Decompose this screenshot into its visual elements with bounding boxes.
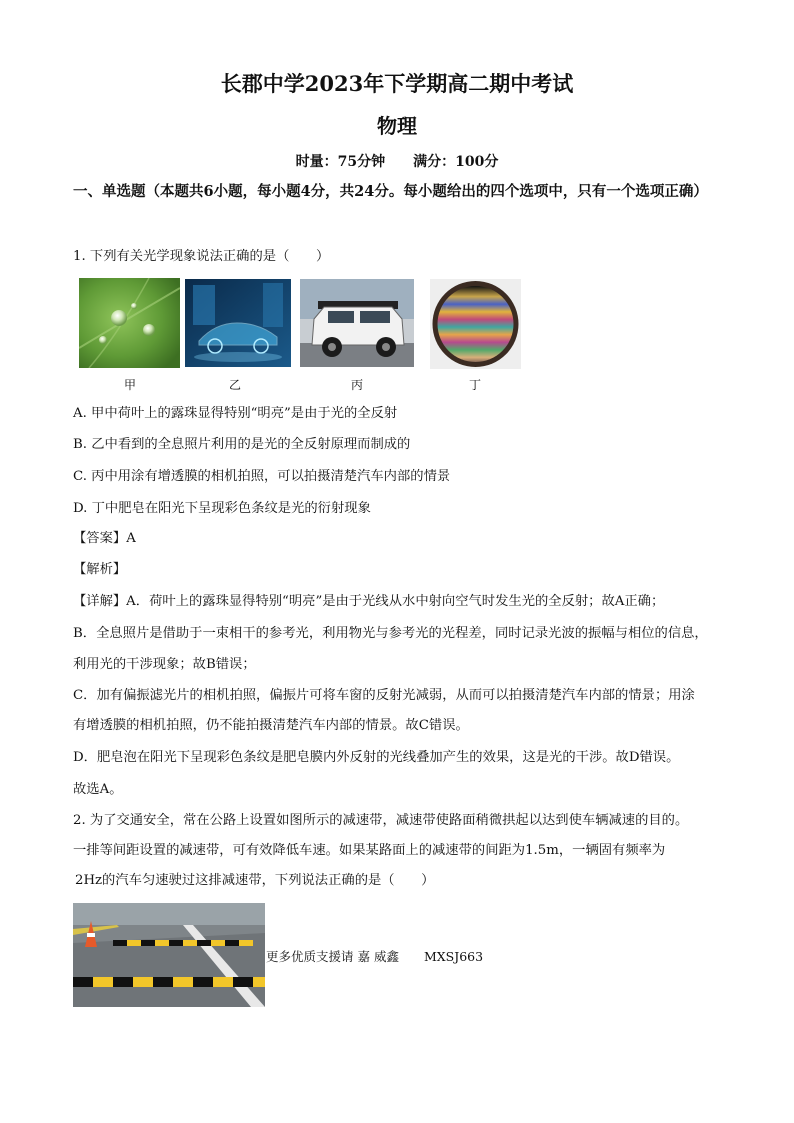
caption-bing: 丙 <box>350 378 363 392</box>
section-heading: 一、单选题（本题共6小题，每小题4分，共24分。每小题给出的四个选项中，只有一个选项正确） <box>73 183 708 200</box>
soap-film-image <box>430 279 521 369</box>
exam-title: 长郡中学2023年下学期高二期中考试 <box>220 71 574 96</box>
caption-ding: 丁 <box>468 378 481 392</box>
q1-option-b: B. 乙中看到的全息照片利用的是光的全反射原理而制成的 <box>73 437 411 452</box>
q1-detail-line: D．肥皂泡在阳光下呈现彩色条纹是肥皂膜内外反射的光线叠加产生的效果，这是光的干涉。故D错误。 <box>73 750 680 765</box>
lotus-leaf-image <box>79 278 180 368</box>
q1-option-d: D. 丁中肥皂在阳光下呈现彩色条纹是光的衍射现象 <box>73 501 371 516</box>
exam-meta <box>0 151 794 171</box>
q1-option-c: C. 丙中用涂有增透膜的相机拍照，可以拍摄清楚汽车内部的情景 <box>73 469 451 484</box>
q1-detail-line: 故选A。 <box>73 782 123 797</box>
time-limit: 时量：75分钟 <box>295 154 386 170</box>
speed-bump-image <box>73 903 265 1007</box>
q1-stem: 1. 下列有关光学现象说法正确的是（ ） <box>73 249 330 264</box>
q2-stem-line: 2. 为了交通安全，常在公路上设置如图所示的减速带，减速带使路面稍微拱起以达到使车辆减速的目的。 <box>73 813 689 828</box>
hologram-car-image <box>185 279 291 367</box>
watermark-text: 更多优质支援请 嘉 威鑫 MXSJ663 <box>266 949 484 964</box>
caption-jia: 甲 <box>123 378 136 392</box>
caption-yi: 乙 <box>228 378 241 392</box>
q1-answer <box>73 527 733 546</box>
q1-detail-line: 利用光的干涉现象；故B错误； <box>73 657 256 672</box>
q2-stem-line: 一排等间距设置的减速带，可有效降低车速。如果某路面上的减速带的间距为1.5m，一辆固有频率为 <box>73 843 666 858</box>
q1-detail-line: 【详解】A．荷叶上的露珠显得特别“明亮”是由于光线从水中射向空气时发生光的全反射；故A正确； <box>73 594 665 609</box>
subject-title: 物理 <box>377 114 417 138</box>
q1-detail-line: B．全息照片是借助于一束相干的参考光，利用物光与参考光的光程差，同时记录光波的振幅与相位的信息， <box>73 626 708 641</box>
answer-tag: 【答案】 <box>73 531 127 546</box>
q1-detail-line: C．加有偏振滤光片的相机拍照，偏振片可将车窗的反射光减弱，从而可以拍摄清楚汽车内部的情景；用涂 <box>73 688 695 703</box>
suv-image <box>300 279 414 367</box>
answer-value: A <box>126 531 136 546</box>
q1-detail-line: 有增透膜的相机拍照，仍不能拍摄清楚汽车内部的情景。故C错误。 <box>73 718 469 733</box>
q1-analysis-tag: 【解析】 <box>73 562 127 577</box>
q2-stem-line: 2Hz的汽车匀速驶过这排减速带，下列说法正确的是（ ） <box>75 873 435 888</box>
full-score: 满分：100分 <box>413 154 499 170</box>
q1-option-a: A. 甲中荷叶上的露珠显得特别“明亮”是由于光的全反射 <box>73 406 398 421</box>
